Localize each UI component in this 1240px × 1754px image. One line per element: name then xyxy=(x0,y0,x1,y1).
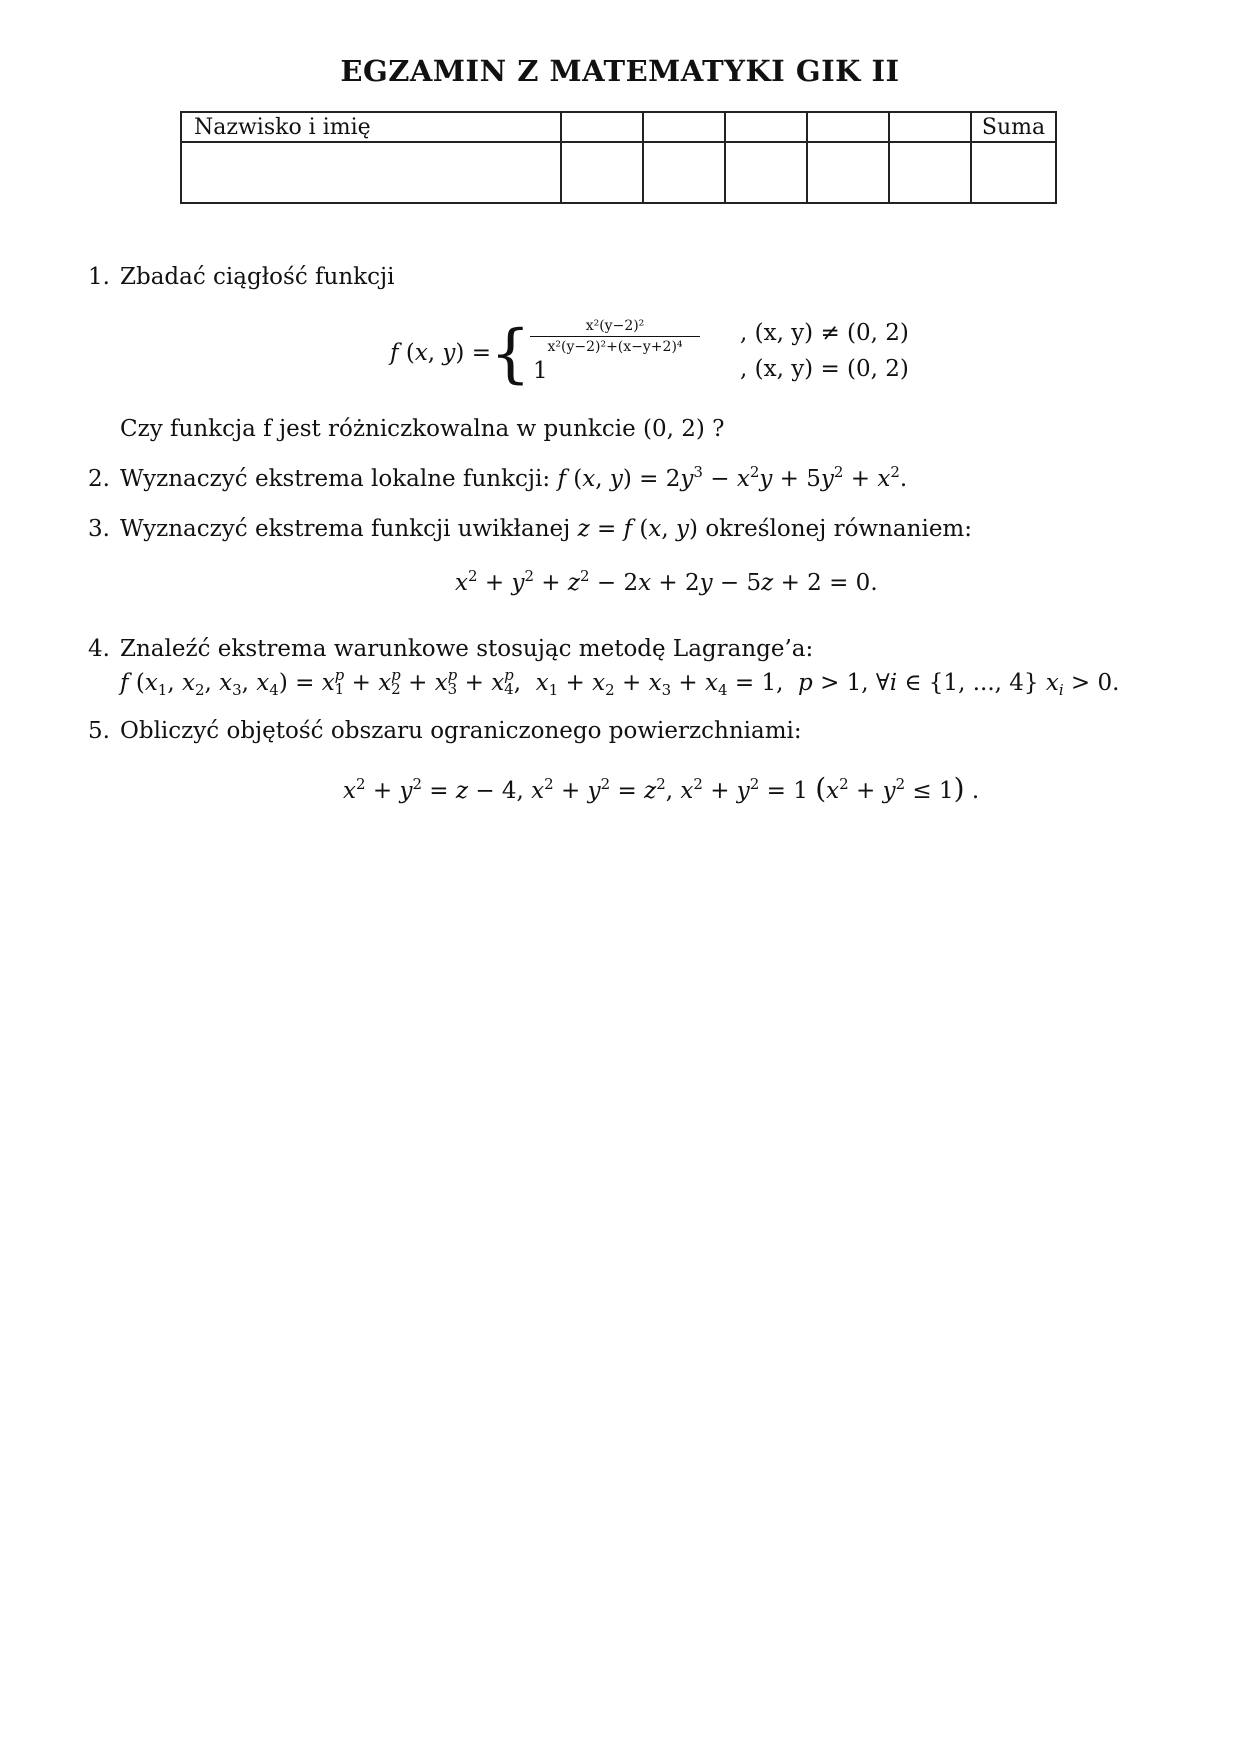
problem-text: Znaleźć ekstrema warunkowe stosując metodę Lagrange’a: xyxy=(120,636,814,662)
score-header-cell xyxy=(561,112,643,142)
score-entry-cell[interactable] xyxy=(889,142,971,203)
problem-number: 3. xyxy=(88,516,110,542)
problem-number: 2. xyxy=(88,466,110,492)
problem-1-question: Czy funkcja f jest różniczkowalna w punkcie (0, 2) ? xyxy=(120,416,725,442)
fraction-bar xyxy=(530,336,700,337)
function-formula: f (x, $y) = 2y^3 - x^2y + 5y^2 + x^2$. xyxy=(557,463,908,492)
score-entry-cell[interactable] xyxy=(561,142,643,203)
problem-text: Wyznaczyć ekstrema lokalne funkcji: xyxy=(120,466,551,492)
score-header-cell xyxy=(725,112,807,142)
case-value: 1 xyxy=(533,358,548,384)
exam-title: EGZAMIN Z MATEMATYKI GIK II xyxy=(340,54,900,88)
case-condition-2: , (x, y) = (0, 2) xyxy=(740,356,909,382)
equation-display: $x^2 + y^2 + z^2 - 2x + 2y - 5z + 2 = 0$. xyxy=(455,567,878,596)
brace-symbol: { xyxy=(490,317,531,391)
piecewise-function xyxy=(390,312,910,396)
problem-text-line xyxy=(120,514,972,544)
fraction xyxy=(530,318,700,355)
sum-entry-cell[interactable] xyxy=(971,142,1056,203)
problem-number: 1. xyxy=(88,264,110,290)
problem-number: 4. xyxy=(88,636,110,662)
score-header-cell xyxy=(643,112,725,142)
name-entry-cell[interactable] xyxy=(181,142,561,203)
surfaces-display: $x^2 + y^2 = z - 4$, $x^2 + y^2 = z^2$, $x^2 + y^2 = 1$ $(x^2 + y^2 \le 1)$ . xyxy=(343,772,980,805)
lagrange-formula: f ($x_1$, $x_2$, $x_3$, $x_4) = x$ p 1 + x p 2 + x p 3 + x p 4 , $x_1 + x_2 + x_3 + x_4 = 1$, p > 1, ∀i ∈ {1, ..., 4} $x_i > 0$. xyxy=(120,666,1120,699)
score-entry-cell[interactable] xyxy=(643,142,725,203)
problem-text: Wyznaczyć ekstrema funkcji uwikłanej xyxy=(120,516,571,542)
score-entry-cell[interactable] xyxy=(807,142,889,203)
grade-table xyxy=(180,111,1057,204)
score-header-cell xyxy=(807,112,889,142)
problem-text-line xyxy=(120,464,907,494)
implicit-function: z = f (x, y) xyxy=(577,516,699,542)
score-header-cell xyxy=(889,112,971,142)
problem-number: 5. xyxy=(88,718,110,744)
score-entry-cell[interactable] xyxy=(725,142,807,203)
problem-text-after: określonej równaniem: xyxy=(705,516,972,542)
problem-text: Zbadać ciągłość funkcji xyxy=(120,264,395,290)
fraction-denominator: x²(y−2)²+(x−y+2)⁴ xyxy=(547,339,683,355)
fraction-numerator: x²(y−2)² xyxy=(585,318,645,334)
case-condition-1: , (x, y) ≠ (0, 2) xyxy=(740,320,909,346)
function-lhs: f (x, y) = xyxy=(390,340,491,366)
name-header: Nazwisko i imię xyxy=(181,112,561,142)
problem-text: Obliczyć objętość obszaru ograniczonego powierzchniami: xyxy=(120,718,802,744)
sum-header: Suma xyxy=(971,112,1056,142)
